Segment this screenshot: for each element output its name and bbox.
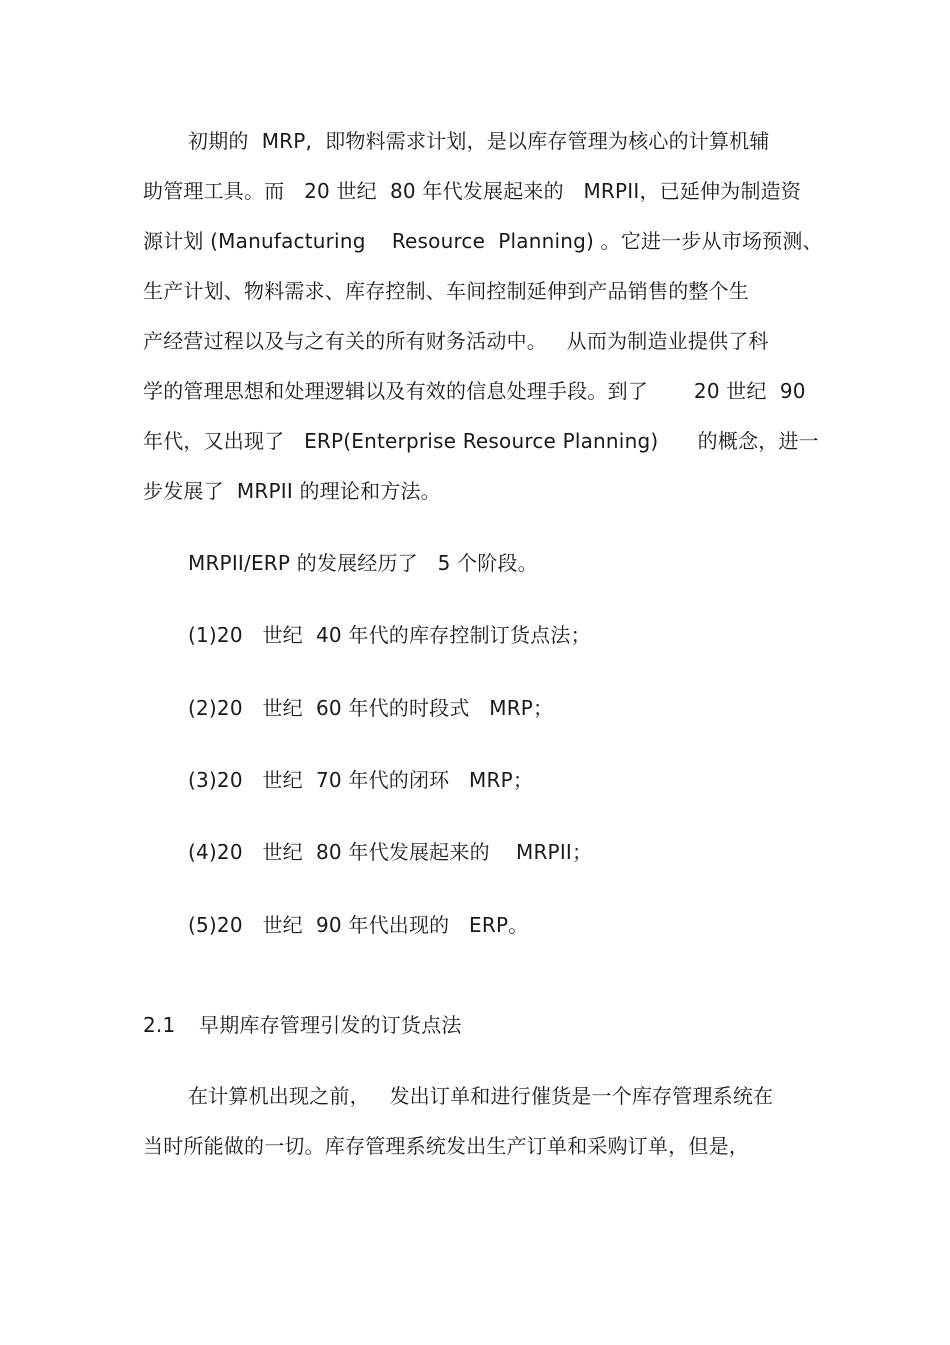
paragraph-line: 源计划 (Manufacturing Resource Planning) 。它进一步从市场预测、 — [143, 229, 823, 253]
paragraph-line: 初期的 MRP, 即物料需求计划，是以库存管理为核心的计算机辅 — [188, 129, 770, 153]
paragraph-line: 生产计划、物料需求、库存控制、车间控制延伸到产品销售的整个生 — [143, 279, 749, 303]
paragraph-line: 步发展了 MRPII 的理论和方法。 — [143, 479, 441, 503]
list-item: (3)20 世纪 70 年代的闭环 MRP； — [188, 768, 534, 792]
paragraph-line: 年代，又出现了 ERP(Enterprise Resource Planning) 的概念，进一 — [143, 429, 819, 453]
list-item: (4)20 世纪 80 年代发展起来的 MRPII； — [188, 840, 593, 864]
list-item: (5)20 世纪 90 年代出现的 ERP。 — [188, 913, 529, 937]
list-item: (1)20 世纪 40 年代的库存控制订货点法； — [188, 623, 591, 647]
paragraph-line: 助管理工具。而 20 世纪 80 年代发展起来的 MRPII，已延伸为制造资 — [143, 179, 802, 203]
section-number: 2.1 — [143, 1013, 176, 1037]
stages-intro: MRPII/ERP 的发展经历了 5 个阶段。 — [188, 551, 538, 575]
paragraph-line: 当时所能做的一切。库存管理系统发出生产订单和采购订单，但是， — [143, 1134, 749, 1158]
section-title: 早期库存管理引发的订货点法 — [199, 1013, 462, 1037]
paragraph-line: 在计算机出现之前， 发出订单和进行催货是一个库存管理系统在 — [188, 1084, 774, 1108]
paragraph-line: 学的管理思想和处理逻辑以及有效的信息处理手段。到了 20 世纪 90 — [143, 379, 806, 403]
paragraph-line: 产经营过程以及与之有关的所有财务活动中。 从而为制造业提供了科 — [143, 329, 769, 353]
list-item: (2)20 世纪 60 年代的时段式 MRP； — [188, 696, 554, 720]
